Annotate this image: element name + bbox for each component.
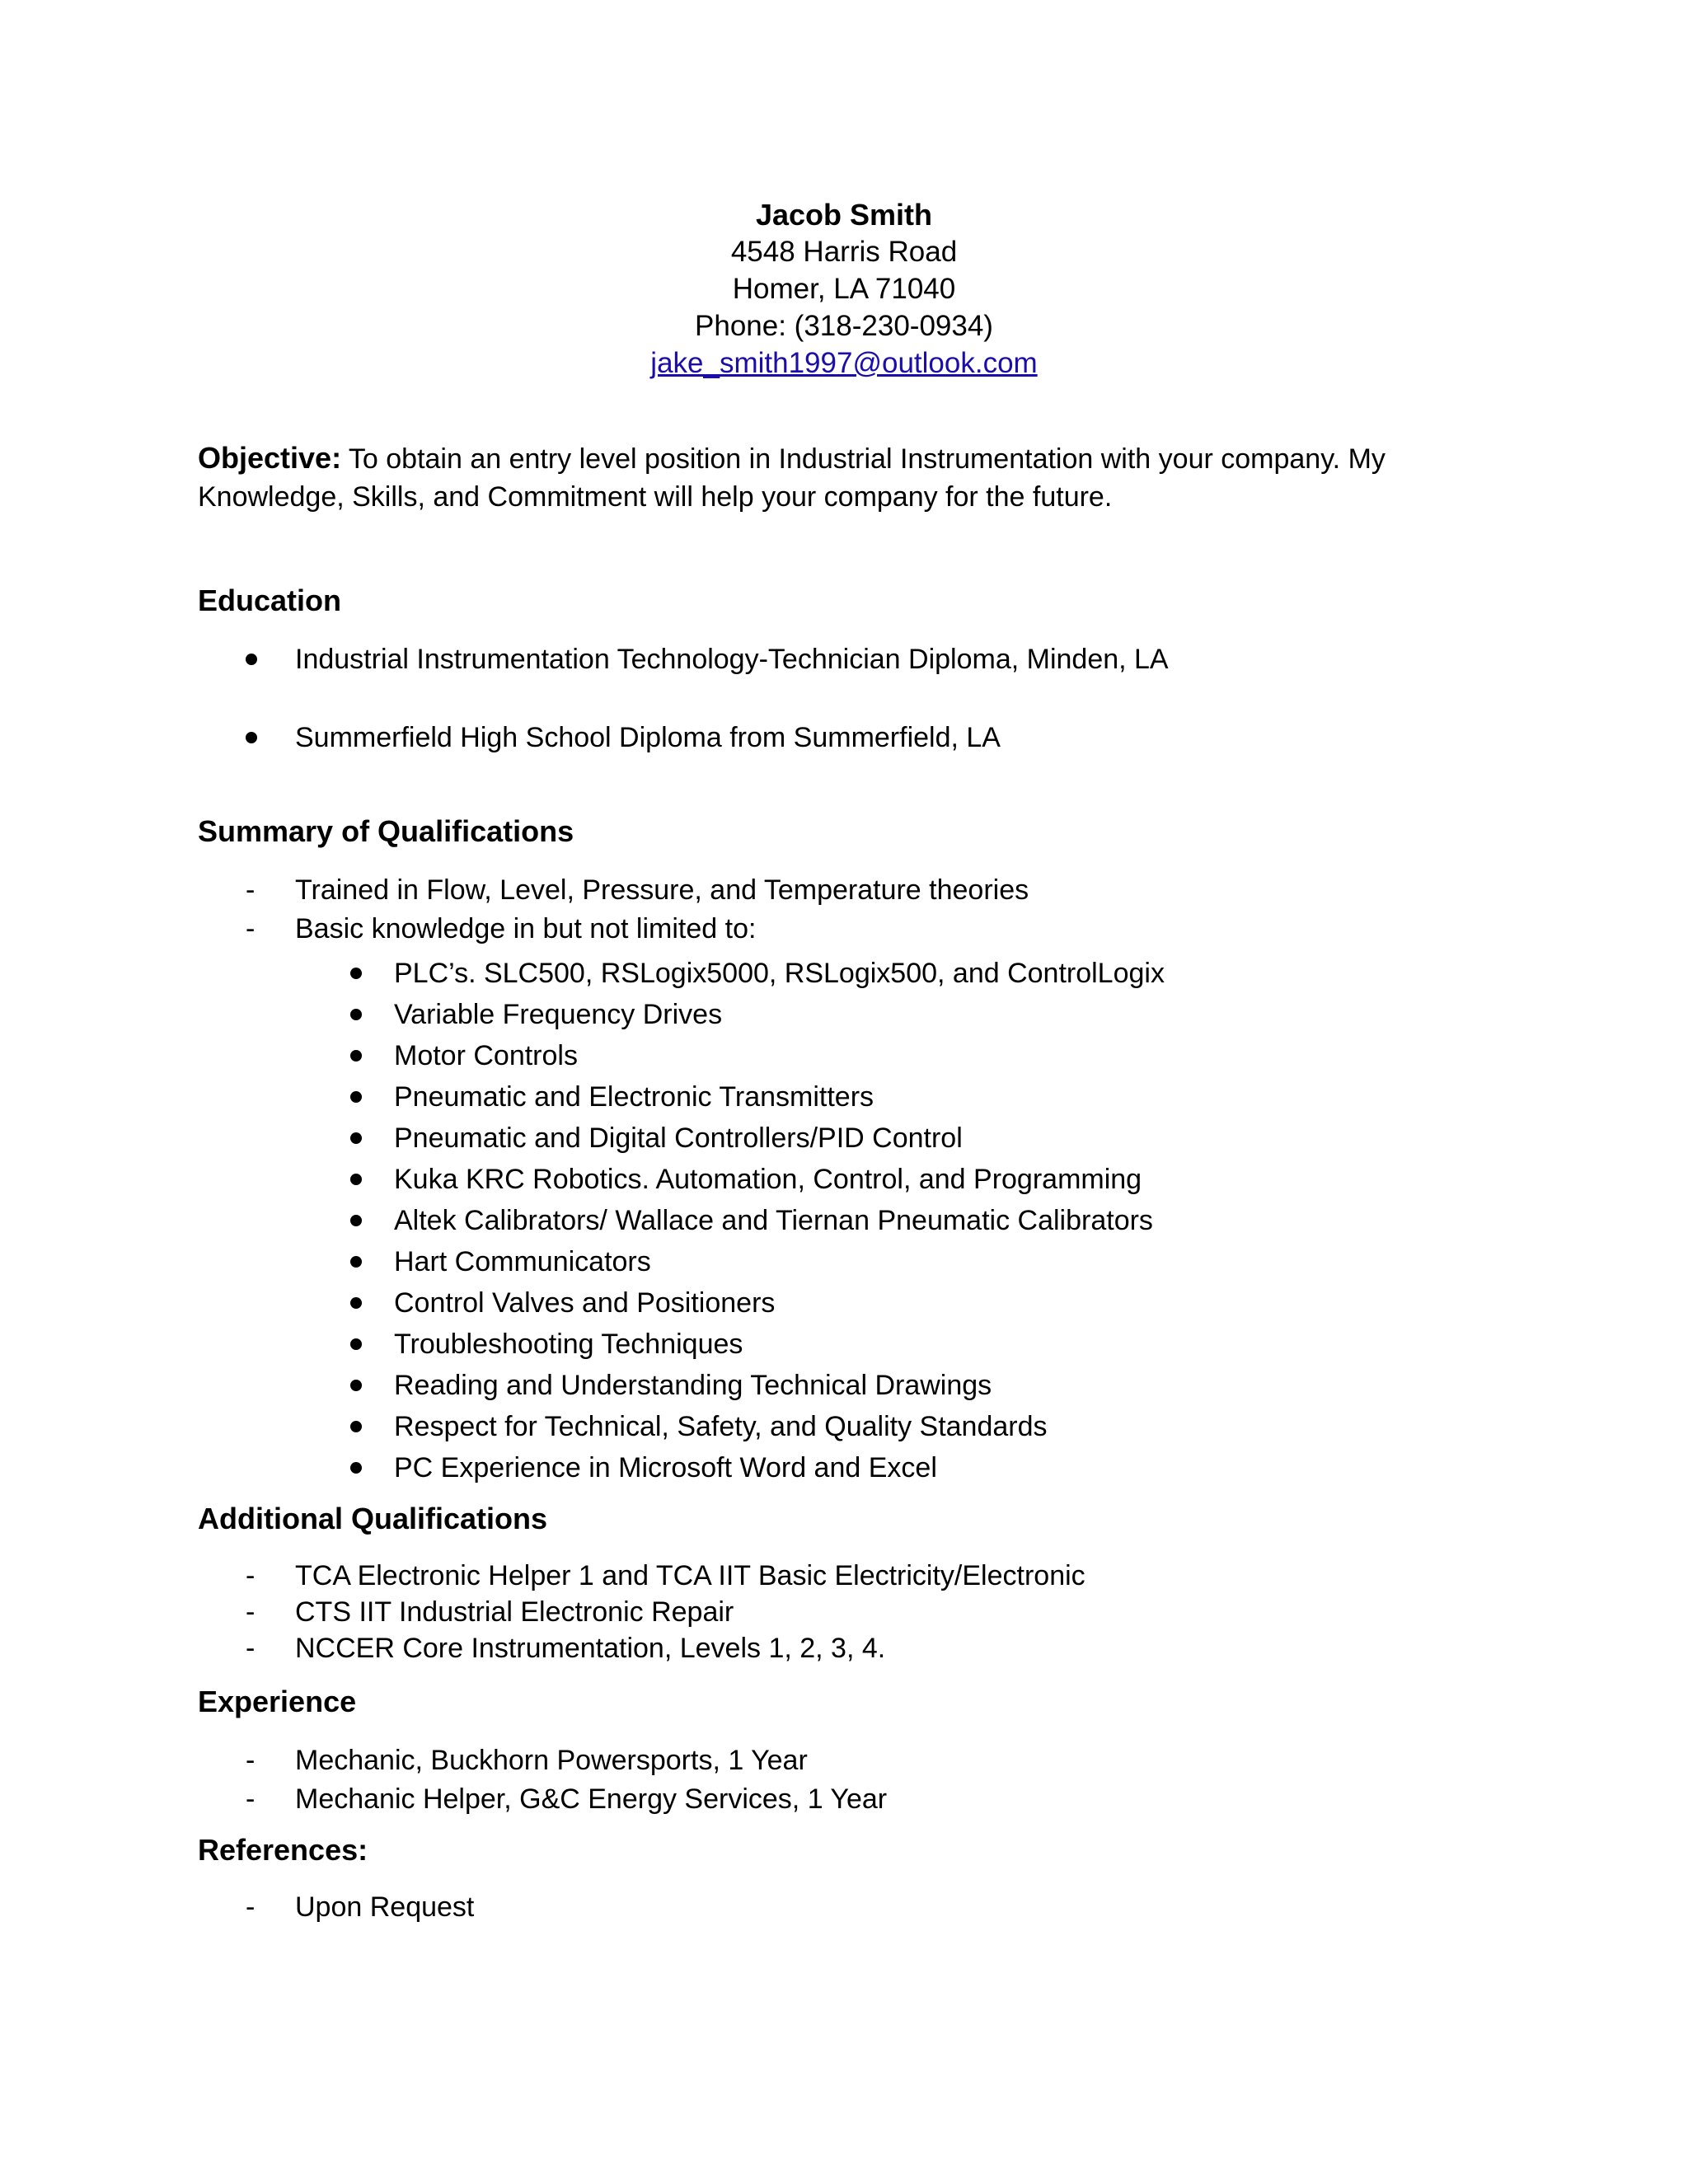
bullet-dot-icon <box>350 1174 362 1185</box>
dash-bullet-icon: - <box>246 1596 256 1628</box>
additional-heading: Additional Qualifications <box>198 1502 548 1535</box>
summary-heading: Summary of Qualifications <box>198 814 574 848</box>
summary-subitem: Pneumatic and Digital Controllers/PID Control <box>394 1122 963 1154</box>
dash-bullet-icon: - <box>246 1745 256 1776</box>
education-item: Industrial Instrumentation Technology-Technician Diploma, Minden, LA <box>295 644 1169 675</box>
bullet-dot-icon <box>350 1380 362 1391</box>
summary-subitem: Troubleshooting Techniques <box>394 1329 743 1360</box>
summary-subitem: Motor Controls <box>394 1040 578 1071</box>
bullet-dot-icon <box>350 1050 362 1062</box>
objective-text: To obtain an entry level position in Industrial Instrumentation with your company. My Knowledge, Skills, and Commitment will help your company for the future. <box>198 443 1386 513</box>
dash-bullet-icon: - <box>246 1783 256 1815</box>
dash-bullet-icon: - <box>246 1560 256 1591</box>
street-address: 4548 Harris Road <box>730 236 958 268</box>
dash-bullet-icon: - <box>246 1633 256 1664</box>
references-item: Upon Request <box>295 1891 475 1923</box>
references-heading: References: <box>198 1833 368 1867</box>
email-link[interactable]: jake_smith1997@outlook.com <box>650 347 1038 379</box>
summary-subitem: Kuka KRC Robotics. Automation, Control, and Programming <box>394 1164 1142 1195</box>
summary-subitem: Hart Communicators <box>394 1246 651 1277</box>
additional-item: TCA Electronic Helper 1 and TCA IIT Basic Electricity/Electronic <box>295 1560 1085 1591</box>
bullet-dot-icon <box>350 1009 362 1020</box>
summary-subitem: PLC’s. SLC500, RSLogix5000, RSLogix500, and ControlLogix <box>394 958 1165 989</box>
bullet-dot-icon <box>350 1256 362 1268</box>
additional-item: NCCER Core Instrumentation, Levels 1, 2, 3, 4. <box>295 1633 886 1664</box>
summary-subitem: Respect for Technical, Safety, and Quality Standards <box>394 1411 1048 1442</box>
dash-bullet-icon: - <box>246 874 256 906</box>
education-item: Summerfield High School Diploma from Summerfield, LA <box>295 722 1001 753</box>
dash-bullet-icon: - <box>246 913 256 944</box>
bullet-dot-icon <box>350 1091 362 1103</box>
bullet-dot-icon <box>246 732 257 743</box>
contact-header <box>0 196 1688 382</box>
bullet-dot-icon <box>350 1462 362 1474</box>
experience-item: Mechanic Helper, G&C Energy Services, 1 Year <box>295 1783 888 1815</box>
experience-item: Mechanic, Buckhorn Powersports, 1 Year <box>295 1745 808 1776</box>
summary-subitem: Variable Frequency Drives <box>394 999 723 1030</box>
summary-item: Basic knowledge in but not limited to: <box>295 913 757 944</box>
bullet-dot-icon <box>350 1132 362 1144</box>
summary-subitem: Reading and Understanding Technical Drawings <box>394 1370 992 1401</box>
objective-paragraph <box>198 439 1484 516</box>
objective-label: Objective: <box>198 441 342 475</box>
bullet-dot-icon <box>350 1421 362 1432</box>
bullet-dot-icon <box>350 1297 362 1309</box>
summary-item: Trained in Flow, Level, Pressure, and Temperature theories <box>295 874 1029 906</box>
bullet-dot-icon <box>350 1338 362 1350</box>
phone-number: Phone: (318-230-0934) <box>695 310 993 342</box>
bullet-dot-icon <box>350 968 362 979</box>
experience-heading: Experience <box>198 1685 357 1718</box>
summary-subitem: Pneumatic and Electronic Transmitters <box>394 1081 874 1113</box>
bullet-dot-icon <box>350 1215 362 1226</box>
education-heading: Education <box>198 583 342 617</box>
bullet-dot-icon <box>246 654 257 665</box>
dash-bullet-icon: - <box>246 1891 256 1923</box>
summary-subitem: PC Experience in Microsoft Word and Excel <box>394 1452 937 1483</box>
city-state-zip: Homer, LA 71040 <box>732 273 956 305</box>
candidate-name: Jacob Smith <box>755 198 933 232</box>
summary-subitem: Control Valves and Positioners <box>394 1287 776 1319</box>
additional-item: CTS IIT Industrial Electronic Repair <box>295 1596 734 1628</box>
summary-subitem: Altek Calibrators/ Wallace and Tiernan Pneumatic Calibrators <box>394 1205 1153 1236</box>
